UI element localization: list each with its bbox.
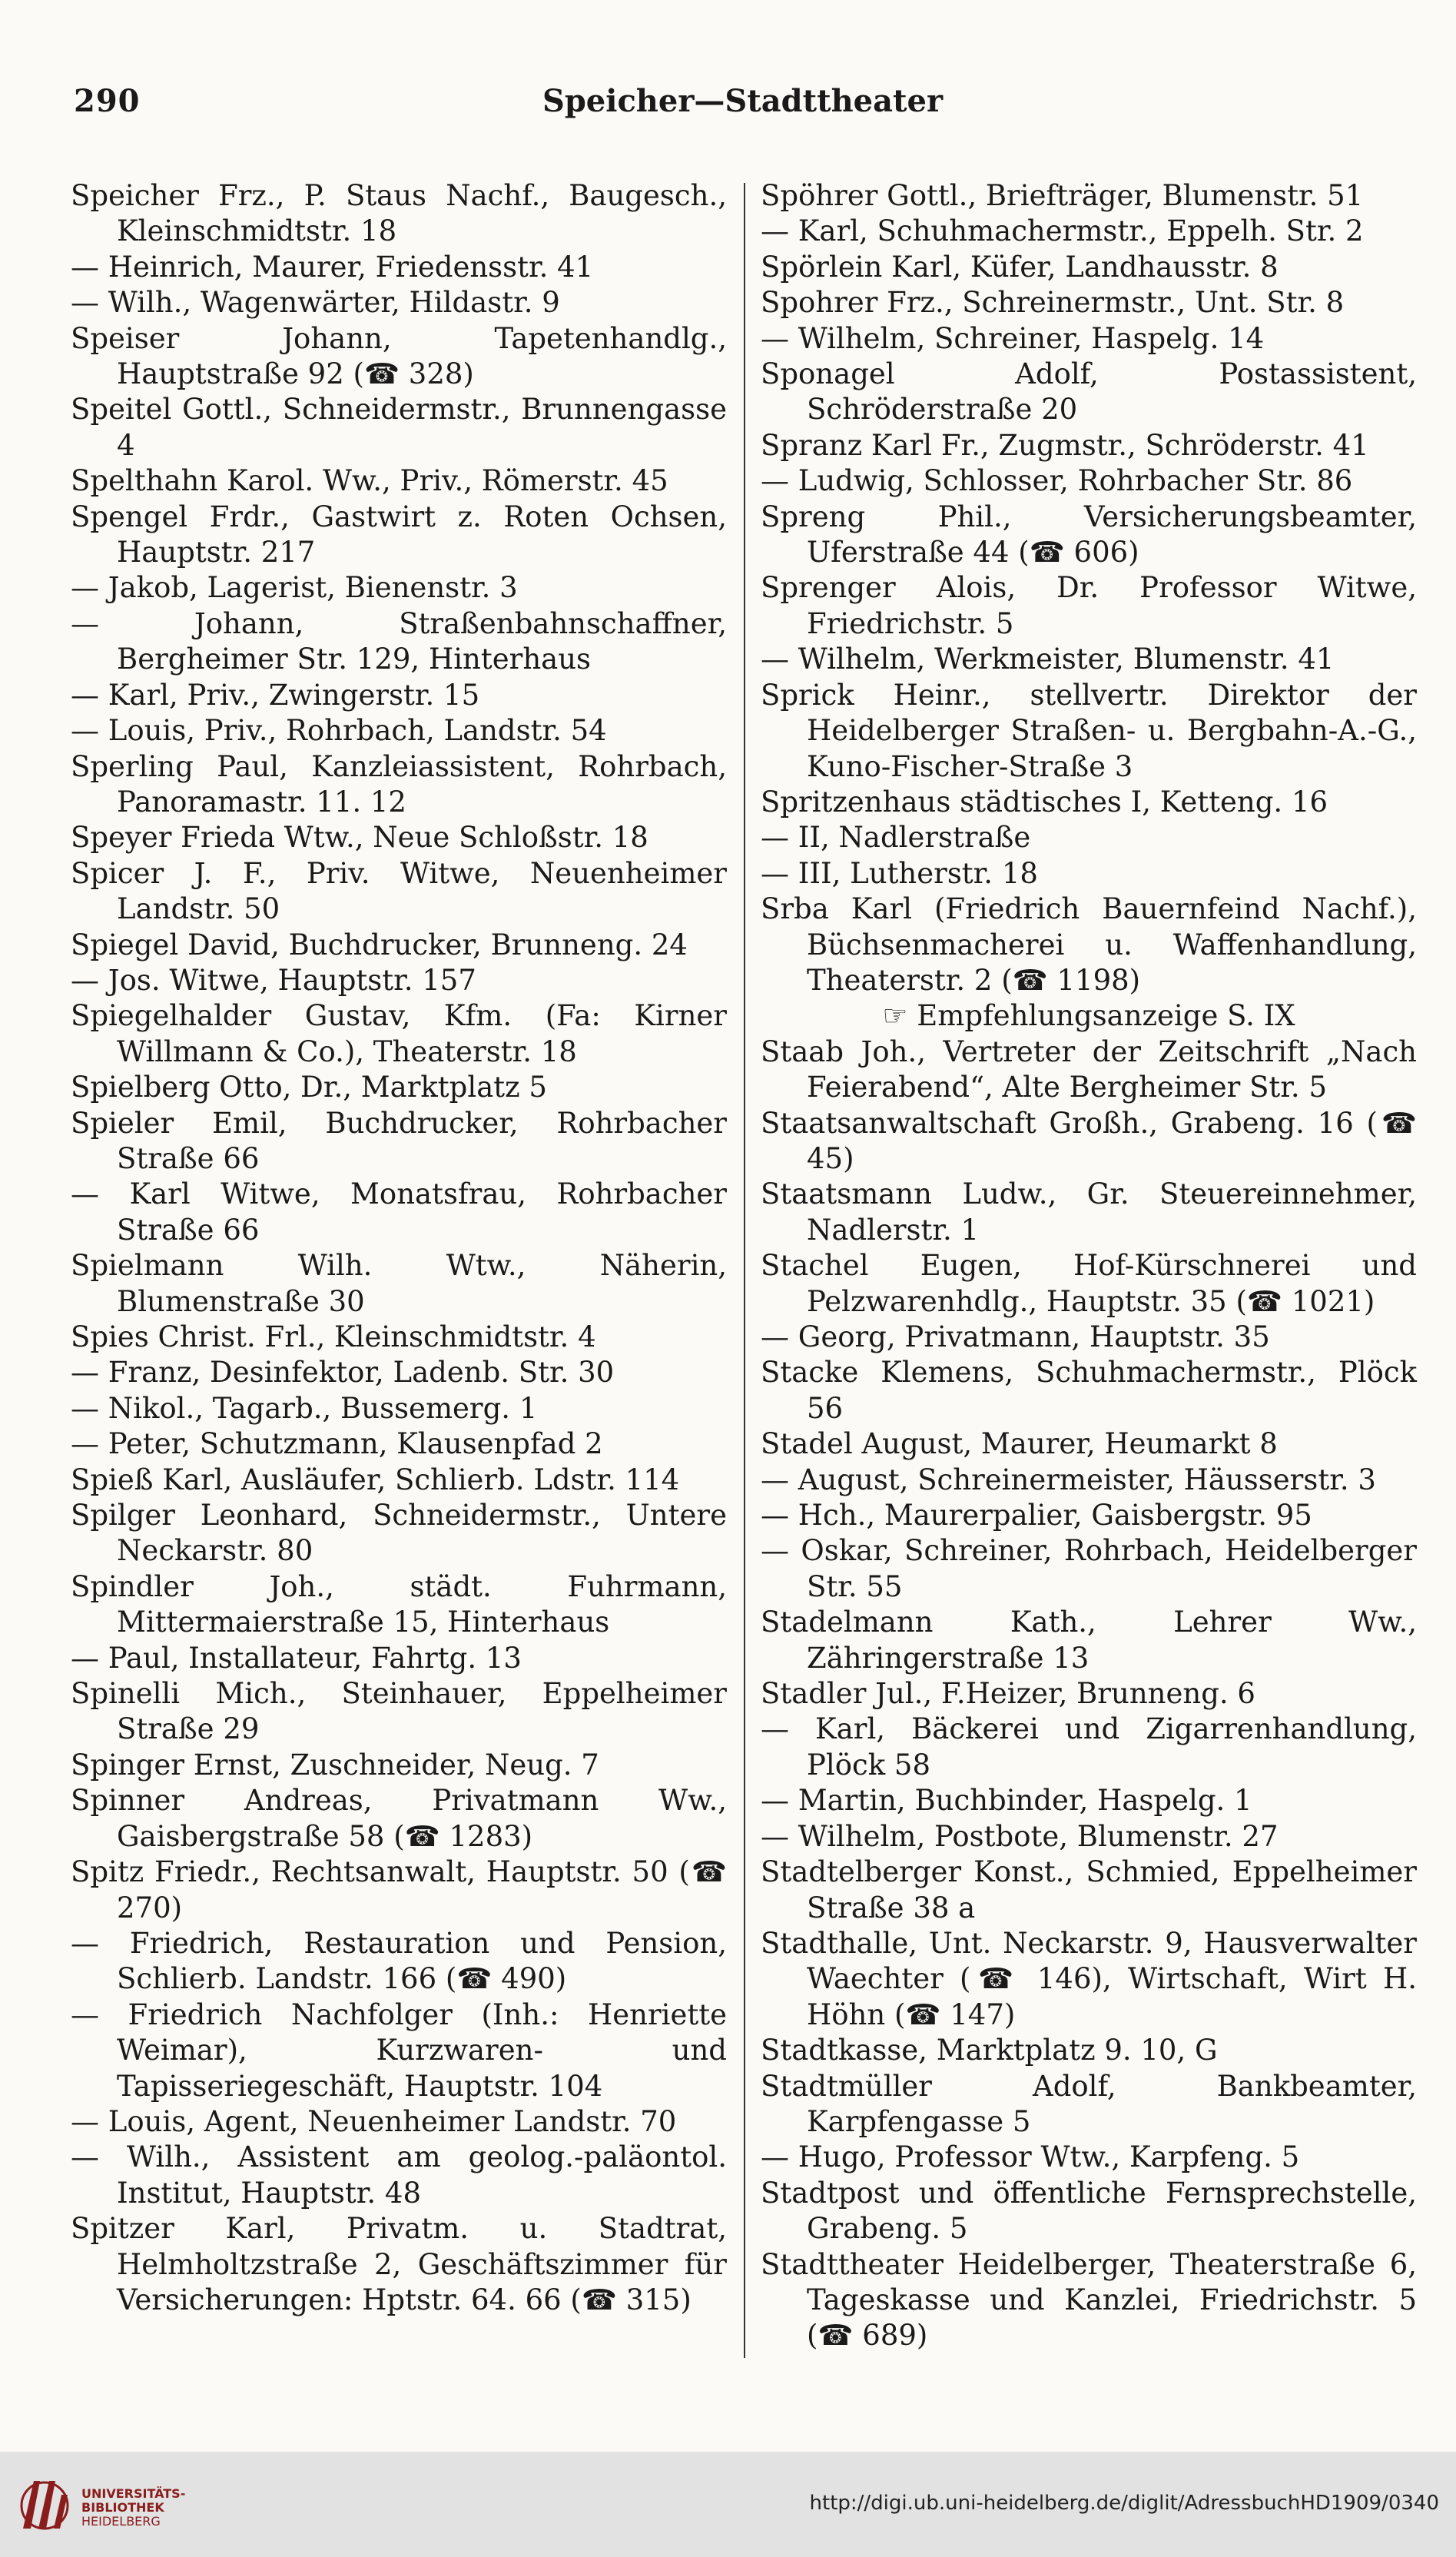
directory-entry: — Wilhelm, Schreiner, Haspelg. 14 (761, 321, 1265, 355)
directory-entry: — Wilh., Assistent am geolog.-paläontol. Institut, Hauptstr. 48 (71, 2140, 727, 2210)
directory-entry: — Wilhelm, Postbote, Blumenstr. 27 (761, 1819, 1279, 1853)
directory-entry: — Georg, Privatmann, Hauptstr. 35 (761, 1320, 1270, 1353)
directory-entry: Spinger Ernst, Zuschneider, Neug. 7 (71, 1748, 599, 1782)
directory-entry: — Hch., Maurerpalier, Gaisbergstr. 95 (761, 1499, 1312, 1533)
directory-entry: — Karl, Priv., Zwingerstr. 15 (71, 678, 480, 712)
directory-entry: — Wilh., Wagenwärter, Hildastr. 9 (71, 286, 560, 320)
directory-entry: Spieß Karl, Ausläufer, Schlierb. Ldstr. 114 (71, 1463, 680, 1496)
directory-entry: Spitzer Karl, Privatm. u. Stadtrat, Helmholtzstraße 2, Geschäftszimmer für Versicherungen: Hptstr. 64. 66 (☎ 315) (71, 2212, 727, 2316)
directory-entry: — II, Nadlerstraße (761, 821, 1031, 855)
directory-entry: Spitz Friedr., Rechtsanwalt, Hauptstr. 50 (☎ 270) (71, 1855, 727, 1924)
directory-entry: — Jos. Witwe, Hauptstr. 157 (71, 963, 476, 997)
directory-entry: Spöhrer Gottl., Briefträger, Blumenstr. 51 (761, 179, 1364, 212)
university-library-logo[interactable] (17, 2475, 186, 2536)
directory-entry: Stadelmann Kath., Lehrer Ww., Zähringerstraße 13 (761, 1606, 1417, 1675)
directory-entry: Spilger Leonhard, Schneidermstr., Untere Neckarstr. 80 (71, 1499, 727, 1568)
directory-entry: Sponagel Adolf, Postassistent, Schröderstraße 20 (761, 357, 1417, 427)
directory-entry: — Franz, Desinfektor, Ladenb. Str. 30 (71, 1356, 615, 1390)
directory-entry: Spicer J. F., Priv. Witwe, Neuenheimer Landstr. 50 (71, 856, 727, 926)
directory-entry: — Karl Witwe, Monatsfrau, Rohrbacher Straße 66 (71, 1177, 727, 1247)
viewer-footer (0, 2452, 1456, 2557)
directory-entry: — Wilhelm, Werkmeister, Blumenstr. 41 (761, 643, 1335, 676)
directory-entry: Speyer Frieda Wtw., Neue Schloßstr. 18 (71, 821, 648, 855)
directory-entry: — Karl, Bäckerei und Zigarrenhandlung, Plöck 58 (761, 1712, 1417, 1782)
directory-entry: Spelthahn Karol. Ww., Priv., Römerstr. 45 (71, 464, 668, 498)
logo-wordmark (81, 2487, 185, 2529)
directory-entry: Stadtpost und öffentliche Fernsprechstelle, Grabeng. 5 (761, 2176, 1417, 2246)
directory-entry: Sprenger Alois, Dr. Professor Witwe, Friedrichstr. 5 (761, 571, 1417, 640)
directory-entry: Spieler Emil, Buchdrucker, Rohrbacher Straße 66 (71, 1106, 727, 1175)
directory-entry: Stadtkasse, Marktplatz 9. 10, G (761, 2034, 1218, 2067)
column-divider (744, 183, 745, 2358)
directory-entry: Staatsmann Ludw., Gr. Steuereinnehmer, Nadlerstr. 1 (761, 1177, 1417, 1247)
source-url[interactable]: http://digi.ub.uni-heidelberg.de/diglit/AdressbuchHD1909/0340 (809, 2492, 1439, 2515)
directory-entry: Stadler Jul., F.Heizer, Brunneng. 6 (761, 1677, 1255, 1711)
directory-entry: Spielmann Wilh. Wtw., Näherin, Blumenstraße 30 (71, 1249, 727, 1318)
directory-entry: Spiegel David, Buchdrucker, Brunneng. 24 (71, 928, 688, 961)
directory-entry: — Hugo, Professor Wtw., Karpfeng. 5 (761, 2140, 1300, 2174)
directory-entry: — Nikol., Tagarb., Bussemerg. 1 (71, 1391, 538, 1425)
directory-entry: Stadtmüller Adolf, Bankbeamter, Karpfengasse 5 (761, 2069, 1417, 2138)
directory-entry: Spohrer Frz., Schreinermstr., Unt. Str. 8 (761, 286, 1345, 320)
directory-entry: — Oskar, Schreiner, Rohrbach, Heidelberger Str. 55 (761, 1534, 1417, 1603)
left-column (71, 178, 727, 2318)
logo-line-3: HEIDELBERG (81, 2514, 161, 2529)
directory-entry: Staatsanwaltschaft Großh., Grabeng. 16 (☎ 45) (761, 1106, 1417, 1175)
directory-entry: Stadtelberger Konst., Schmied, Eppelheimer Straße 38 a (761, 1855, 1417, 1924)
directory-entry: Spiegelhalder Gustav, Kfm. (Fa: Kirner Willmann & Co.), Theaterstr. 18 (71, 999, 727, 1068)
directory-entry: Spreng Phil., Versicherungsbeamter, Uferstraße 44 (☎ 606) (761, 500, 1417, 570)
directory-entry: — Jakob, Lagerist, Bienenstr. 3 (71, 571, 518, 605)
directory-entry: — Louis, Priv., Rohrbach, Landstr. 54 (71, 714, 607, 748)
directory-entry: — Friedrich Nachfolger (Inh.: Henriette Weimar), Kurzwaren- und Tapisseriegeschäft, Hauptstr. 104 (71, 1997, 727, 2103)
library-seal-icon (17, 2475, 72, 2536)
page-number: 290 (74, 83, 141, 119)
directory-entry: Spritzenhaus städtisches I, Ketteng. 16 (761, 785, 1328, 819)
directory-entry: Speitel Gottl., Schneidermstr., Brunnengasse 4 (71, 393, 727, 462)
directory-entry: Spranz Karl Fr., Zugmstr., Schröderstr. 41 (761, 428, 1369, 462)
directory-entry: Stacke Klemens, Schuhmachermstr., Plöck 56 (761, 1356, 1417, 1425)
directory-entry: Spinelli Mich., Steinhauer, Eppelheimer Straße 29 (71, 1677, 727, 1746)
directory-entry: — August, Schreinermeister, Häusserstr. 3 (761, 1463, 1376, 1496)
directory-entry: Spindler Joh., städt. Fuhrmann, Mittermaierstraße 15, Hinterhaus (71, 1569, 727, 1639)
directory-entry: — Johann, Straßenbahnschaffner, Bergheimer Str. 129, Hinterhaus (71, 606, 727, 676)
running-title: Speicher—Stadttheater (542, 83, 944, 119)
directory-entry: — Heinrich, Maurer, Friedensstr. 41 (71, 250, 594, 284)
directory-entry: Spinner Andreas, Privatmann Ww., Gaisbergstraße 58 (☎ 1283) (71, 1784, 727, 1853)
directory-entry: Sperling Paul, Kanzleiassistent, Rohrbach, Panoramastr. 11. 12 (71, 749, 727, 819)
directory-entry: — Friedrich, Restauration und Pension, Schlierb. Landstr. 166 (☎ 490) (71, 1926, 727, 1996)
directory-entry: — Peter, Schutzmann, Klausenpfad 2 (71, 1427, 603, 1461)
directory-entry: Stadthalle, Unt. Neckarstr. 9, Hausverwalter Waechter (☎ 146), Wirtschaft, Wirt H. Höhn (☎ 147) (761, 1926, 1417, 2031)
directory-entry: Staab Joh., Vertreter der Zeitschrift „Nach Feierabend“, Alte Bergheimer Str. 5 (761, 1034, 1417, 1104)
directory-entry: — Ludwig, Schlosser, Rohrbacher Str. 86 (761, 464, 1353, 498)
directory-entry: Spies Christ. Frl., Kleinschmidtstr. 4 (71, 1320, 596, 1353)
directory-entry: — Louis, Agent, Neuenheimer Landstr. 70 (71, 2104, 677, 2138)
directory-entry: Spielberg Otto, Dr., Marktplatz 5 (71, 1071, 547, 1104)
directory-entry: — Karl, Schuhmachermstr., Eppelh. Str. 2 (761, 214, 1364, 248)
right-column (761, 178, 1417, 2354)
directory-entry: Sprick Heinr., stellvertr. Direktor der Heidelberger Straßen- u. Bergbahn-A.-G., Kuno-Fischer-Straße 3 (761, 678, 1417, 783)
directory-entry: — Martin, Buchbinder, Haspelg. 1 (761, 1784, 1252, 1818)
directory-entry: Stadel August, Maurer, Heumarkt 8 (761, 1427, 1278, 1461)
directory-entry: — III, Lutherstr. 18 (761, 856, 1038, 890)
directory-entry: ☞ Empfehlungsanzeige S. IX (882, 999, 1295, 1033)
directory-entry: Stachel Eugen, Hof-Kürschnerei und Pelzwarenhdlg., Hauptstr. 35 (☎ 1021) (761, 1249, 1417, 1318)
directory-entry: Speiser Johann, Tapetenhandlg., Hauptstraße 92 (☎ 328) (71, 321, 727, 391)
directory-entry: Srba Karl (Friedrich Bauernfeind Nachf.), Büchsenmacherei u. Waffenhandlung, Theaterstr. 2 (☎ 1198) (761, 892, 1417, 997)
directory-entry: — Paul, Installateur, Fahrtg. 13 (71, 1641, 522, 1675)
directory-entry: Stadttheater Heidelberger, Theaterstraße 6, Tageskasse und Kanzlei, Friedrichstr. 5 (☎ 689) (761, 2247, 1417, 2353)
logo-line-1: UNIVERSITÄTS- (81, 2486, 186, 2501)
directory-entry: Spengel Frdr., Gastwirt z. Roten Ochsen, Hauptstr. 217 (71, 500, 727, 570)
page-header (74, 83, 1411, 137)
directory-entry: Spörlein Karl, Küfer, Landhausstr. 8 (761, 250, 1279, 284)
logo-line-2: BIBLIOTHEK (81, 2500, 164, 2515)
directory-entry: Speicher Frz., P. Staus Nachf., Baugesch., Kleinschmidtstr. 18 (71, 179, 727, 248)
